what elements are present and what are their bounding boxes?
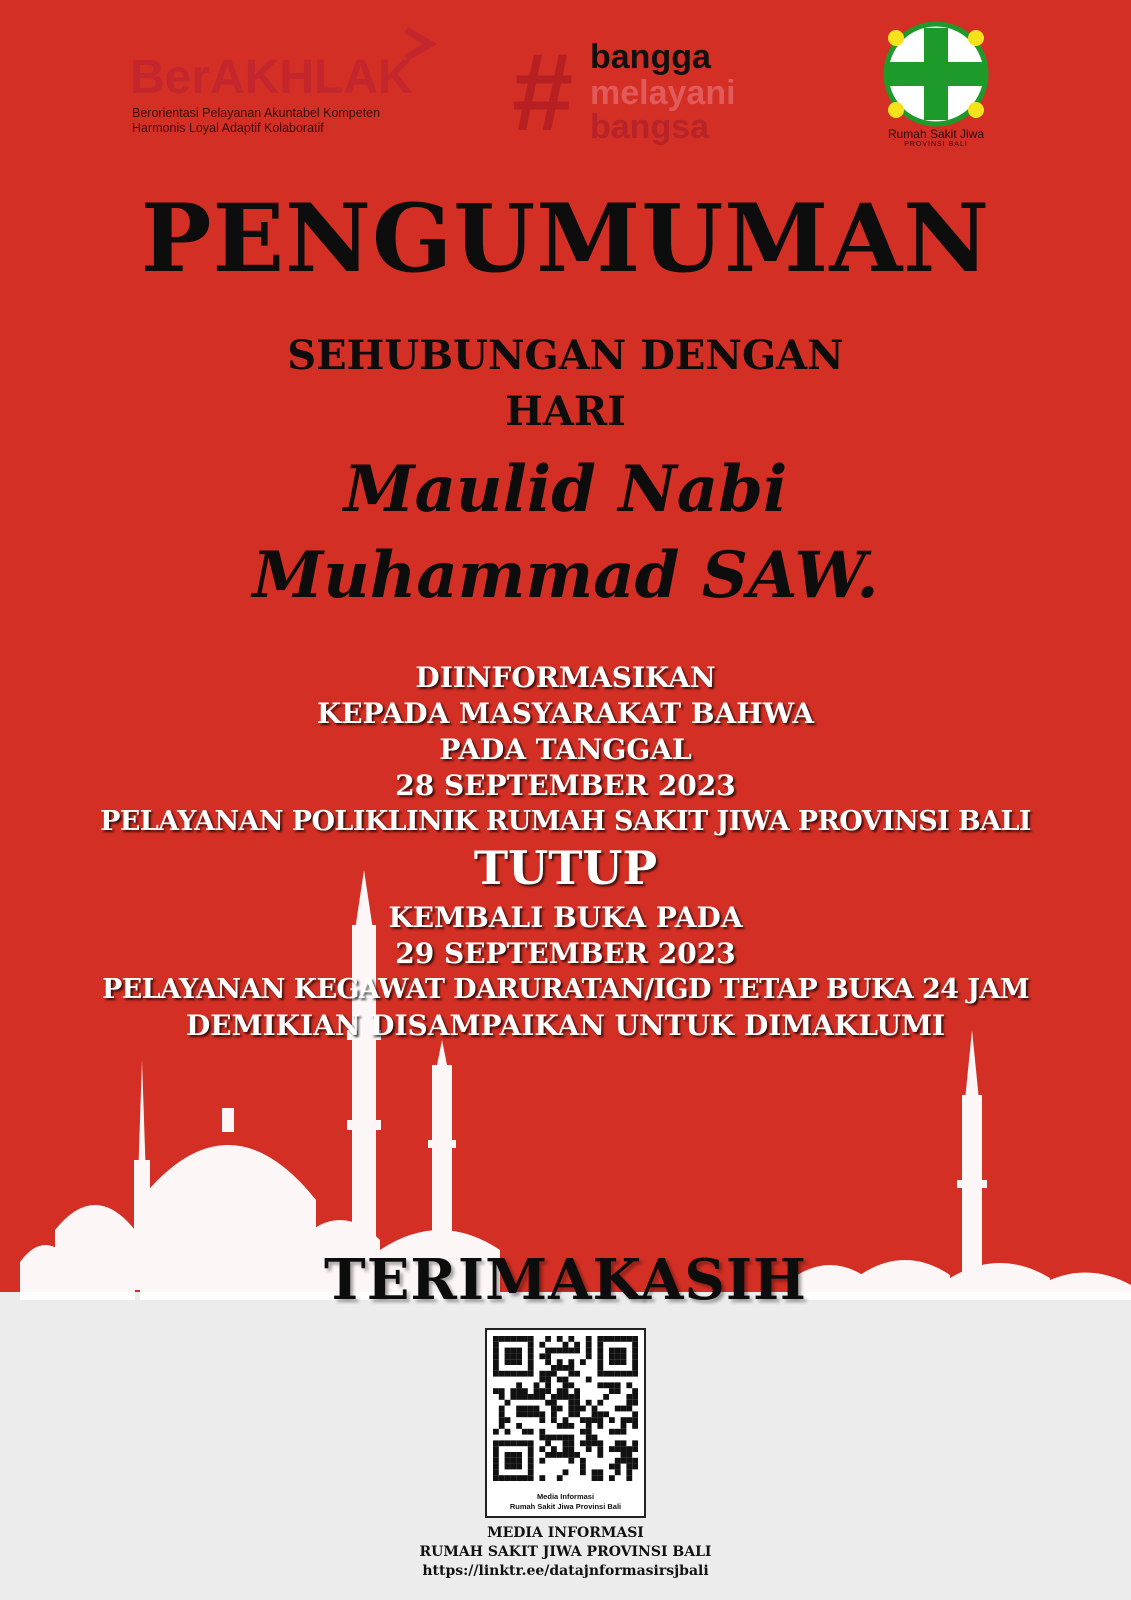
status-closed: TUTUP: [473, 841, 658, 895]
event-title-line-2: Muhammad SAW.: [252, 538, 879, 613]
page-title: PENGUMUMAN: [140, 184, 991, 294]
bangga-word-3: bangsa: [590, 108, 710, 146]
reopen-line: KEMBALI BUKA PADA: [388, 901, 743, 934]
footer-line-2: RUMAH SAKIT JIWA PROVINSI BALI: [419, 1544, 712, 1560]
info-line-3: PADA TANGGAL: [439, 733, 692, 766]
berakhlak-wordmark: BerAKHLAK: [130, 51, 413, 104]
bangga-word-2: melayani: [590, 74, 736, 112]
closed-date: 28 SEPTEMBER 2023: [395, 769, 736, 802]
qr-caption-2: Rumah Sakit Jiwa Provinsi Bali: [509, 1502, 622, 1511]
subtitle-line-1: SEHUBUNGAN DENGAN: [287, 332, 844, 379]
info-line-2: KEPADA MASYARAKAT BAHWA: [316, 697, 815, 730]
qr-caption-1: Media Informasi: [536, 1492, 595, 1501]
berakhlak-tagline-2: Harmonis Loyal Adaptif Kolaboratif: [132, 121, 324, 135]
qr-code-card[interactable]: [485, 1328, 646, 1518]
rsj-logo-name: Rumah Sakit Jiwa: [887, 127, 985, 141]
emergency-notice: PELAYANAN KEGAWAT DARURATAN/IGD TETAP BUKA 24 JAM: [101, 974, 1030, 1005]
bangga-melayani-logo: [512, 31, 762, 156]
event-title-line-1: Maulid Nabi: [343, 452, 788, 527]
hash-logo-icon: #: [512, 31, 574, 154]
qr-code-icon[interactable]: [493, 1336, 638, 1481]
berakhlak-tagline-1: Berorientasi Pelayanan Akuntabel Kompeten: [132, 106, 381, 120]
footer-link[interactable]: https://linktr.ee/datajnformasirsjbali: [422, 1563, 709, 1579]
info-line-1: DIINFORMASIKAN: [415, 661, 716, 694]
rsj-logo-sub: PROVINSI BALI: [904, 141, 968, 148]
bangga-word-1: bangga: [590, 38, 711, 76]
hospital-cross-icon: [866, 20, 1006, 130]
footer-line-1: MEDIA INFORMASI: [487, 1525, 644, 1541]
subtitle-line-2: HARI: [505, 388, 626, 435]
berakhlak-logo: [130, 26, 450, 146]
thanks-heading: TERIMAKASIH: [324, 1247, 807, 1313]
closing-line: DEMIKIAN DISAMPAIKAN UNTUK DIMAKLUMI: [185, 1009, 946, 1042]
reopen-date: 29 SEPTEMBER 2023: [395, 937, 736, 970]
info-line-5: PELAYANAN POLIKLINIK RUMAH SAKIT JIWA PROVINSI BALI: [100, 806, 1031, 837]
chevron-logo-icon: [400, 26, 440, 66]
rsj-logo: [866, 20, 1006, 160]
